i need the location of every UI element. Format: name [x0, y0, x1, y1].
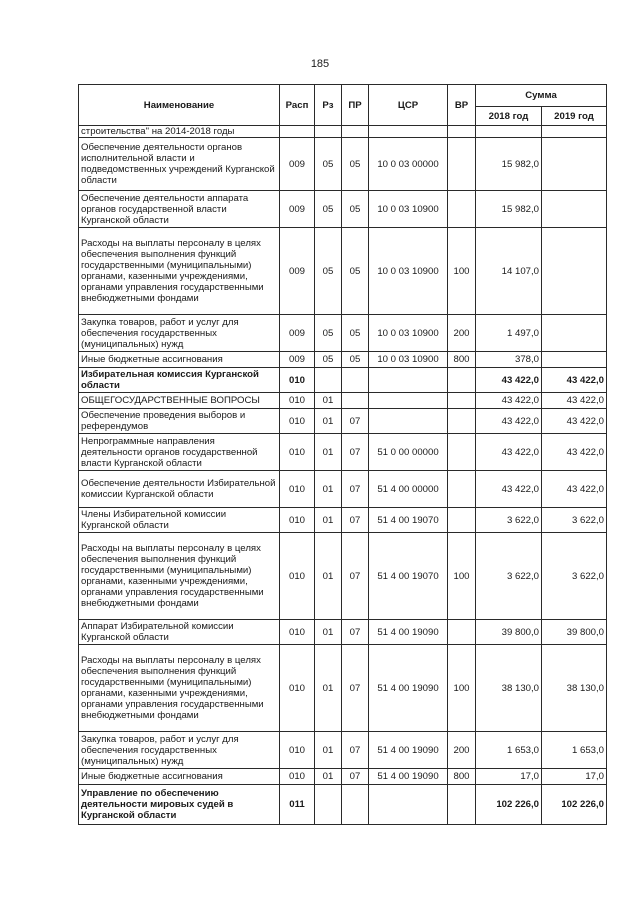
row-pr: 07	[342, 434, 369, 471]
table-row	[79, 533, 607, 620]
page-number: 185	[310, 58, 330, 70]
header-rz: Рз	[315, 85, 342, 126]
row-pr	[342, 785, 369, 825]
row-sum-2018: 378,0	[476, 352, 542, 368]
row-sum-2019: 1 653,0	[542, 732, 607, 769]
header-pr: ПР	[342, 85, 369, 126]
row-rasp: 010	[280, 368, 315, 393]
row-sum-2019	[542, 126, 607, 138]
row-csr: 51 4 00 19090	[369, 645, 448, 732]
row-name: Аппарат Избирательной комиссии Курганской области	[79, 620, 280, 645]
row-csr: 10 0 03 00000	[369, 138, 448, 191]
row-sum-2019	[542, 228, 607, 315]
row-rasp: 009	[280, 228, 315, 315]
row-sum-2018: 43 422,0	[476, 471, 542, 508]
row-csr: 10 0 03 10900	[369, 228, 448, 315]
row-name: Обеспечение деятельности органов исполнительной власти и подведомственных учреждений Курганской области	[79, 138, 280, 191]
table-row	[79, 471, 607, 508]
row-name: Обеспечение деятельности Избирательной комиссии Курганской области	[79, 471, 280, 508]
row-vr: 200	[448, 732, 476, 769]
row-pr: 07	[342, 769, 369, 785]
row-rasp: 011	[280, 785, 315, 825]
row-name: Избирательная комиссия Курганской области	[79, 368, 280, 393]
row-rasp: 009	[280, 191, 315, 228]
row-vr: 200	[448, 315, 476, 352]
row-name: Иные бюджетные ассигнования	[79, 352, 280, 368]
row-sum-2018: 38 130,0	[476, 645, 542, 732]
row-rz: 01	[315, 645, 342, 732]
row-sum-2018: 15 982,0	[476, 191, 542, 228]
row-name: Обеспечение деятельности аппарата органов государственной власти Курганской области	[79, 191, 280, 228]
row-name: Закупка товаров, работ и услуг для обеспечения государственных (муниципальных) нужд	[79, 315, 280, 352]
row-csr: 51 0 00 00000	[369, 434, 448, 471]
table-row	[79, 785, 607, 825]
row-name: Закупка товаров, работ и услуг для обеспечения государственных (муниципальных) нужд	[79, 732, 280, 769]
row-csr	[369, 409, 448, 434]
row-sum-2018: 17,0	[476, 769, 542, 785]
row-csr: 51 4 00 19070	[369, 533, 448, 620]
budget-table	[78, 84, 607, 825]
row-sum-2019: 102 226,0	[542, 785, 607, 825]
row-pr: 07	[342, 620, 369, 645]
row-rz: 01	[315, 434, 342, 471]
row-vr	[448, 191, 476, 228]
row-vr: 100	[448, 533, 476, 620]
row-sum-2018	[476, 126, 542, 138]
row-rasp: 010	[280, 471, 315, 508]
row-rasp: 009	[280, 352, 315, 368]
row-rz: 01	[315, 393, 342, 409]
table-row	[79, 434, 607, 471]
row-csr: 10 0 03 10900	[369, 315, 448, 352]
row-sum-2019	[542, 191, 607, 228]
row-vr	[448, 620, 476, 645]
row-rz: 05	[315, 352, 342, 368]
row-rz: 01	[315, 508, 342, 533]
table-body	[79, 126, 607, 825]
row-rasp	[280, 126, 315, 138]
row-sum-2019: 17,0	[542, 769, 607, 785]
row-pr: 07	[342, 409, 369, 434]
table-row	[79, 228, 607, 315]
header-name: Наименование	[79, 85, 280, 126]
row-sum-2019: 3 622,0	[542, 533, 607, 620]
table-row	[79, 620, 607, 645]
row-sum-2018: 43 422,0	[476, 368, 542, 393]
row-csr: 51 4 00 00000	[369, 471, 448, 508]
row-sum-2019: 39 800,0	[542, 620, 607, 645]
row-pr: 05	[342, 138, 369, 191]
row-pr: 05	[342, 315, 369, 352]
table-row	[79, 368, 607, 393]
row-sum-2018: 39 800,0	[476, 620, 542, 645]
row-sum-2018: 1 497,0	[476, 315, 542, 352]
table-row	[79, 191, 607, 228]
header-rasp: Расп	[280, 85, 315, 126]
table-row	[79, 732, 607, 769]
row-name: Расходы на выплаты персоналу в целях обеспечения выполнения функций государственными (муниципальными) органами, казенными учреждениями, органами управления государственными внебюджетными фондами	[79, 645, 280, 732]
header-vr: ВР	[448, 85, 476, 126]
row-vr	[448, 126, 476, 138]
row-csr	[369, 393, 448, 409]
row-vr: 800	[448, 352, 476, 368]
table-row	[79, 508, 607, 533]
row-vr: 800	[448, 769, 476, 785]
header-year-2018: 2018 год	[476, 107, 542, 126]
row-sum-2019	[542, 352, 607, 368]
table-row	[79, 315, 607, 352]
table-row	[79, 138, 607, 191]
row-pr: 07	[342, 645, 369, 732]
row-name: ОБЩЕГОСУДАРСТВЕННЫЕ ВОПРОСЫ	[79, 393, 280, 409]
row-rz: 05	[315, 138, 342, 191]
row-name: Управление по обеспечению деятельности мировых судей в Курганской области	[79, 785, 280, 825]
header-sum: Сумма	[476, 85, 607, 107]
row-sum-2018: 1 653,0	[476, 732, 542, 769]
row-sum-2019: 3 622,0	[542, 508, 607, 533]
row-rz	[315, 126, 342, 138]
row-vr: 100	[448, 645, 476, 732]
row-rasp: 009	[280, 138, 315, 191]
row-vr	[448, 434, 476, 471]
row-rasp: 010	[280, 732, 315, 769]
row-pr: 05	[342, 352, 369, 368]
table-row	[79, 409, 607, 434]
row-vr: 100	[448, 228, 476, 315]
row-csr	[369, 368, 448, 393]
row-name: Иные бюджетные ассигнования	[79, 769, 280, 785]
row-sum-2018: 3 622,0	[476, 508, 542, 533]
row-name: Обеспечение проведения выборов и референдумов	[79, 409, 280, 434]
row-rasp: 010	[280, 409, 315, 434]
row-name: Члены Избирательной комиссии Курганской области	[79, 508, 280, 533]
row-sum-2018: 15 982,0	[476, 138, 542, 191]
row-csr: 10 0 03 10900	[369, 352, 448, 368]
row-name: Расходы на выплаты персоналу в целях обеспечения выполнения функций государственными (муниципальными) органами, казенными учреждениями, органами управления государственными внебюджетными фондами	[79, 533, 280, 620]
row-sum-2018: 14 107,0	[476, 228, 542, 315]
row-rz: 01	[315, 471, 342, 508]
row-pr	[342, 126, 369, 138]
row-pr: 07	[342, 471, 369, 508]
row-rz: 01	[315, 769, 342, 785]
table-row	[79, 393, 607, 409]
row-pr	[342, 393, 369, 409]
row-csr	[369, 126, 448, 138]
header-csr: ЦСР	[369, 85, 448, 126]
row-vr	[448, 393, 476, 409]
row-vr	[448, 785, 476, 825]
row-name: строительства" на 2014-2018 годы	[79, 126, 280, 138]
row-rz	[315, 368, 342, 393]
table-header	[79, 85, 607, 126]
row-pr: 05	[342, 228, 369, 315]
row-vr	[448, 409, 476, 434]
row-rasp: 010	[280, 769, 315, 785]
row-pr: 07	[342, 508, 369, 533]
row-rz: 05	[315, 315, 342, 352]
row-vr	[448, 471, 476, 508]
row-rasp: 010	[280, 434, 315, 471]
row-sum-2019: 38 130,0	[542, 645, 607, 732]
row-name: Расходы на выплаты персоналу в целях обеспечения выполнения функций государственными (муниципальными) органами, казенными учреждениями, органами управления государственными внебюджетными фондами	[79, 228, 280, 315]
row-sum-2019	[542, 138, 607, 191]
row-rz: 01	[315, 533, 342, 620]
table-row	[79, 769, 607, 785]
table-row	[79, 126, 607, 138]
row-csr: 51 4 00 19090	[369, 620, 448, 645]
row-csr	[369, 785, 448, 825]
row-sum-2019: 43 422,0	[542, 368, 607, 393]
row-rz	[315, 785, 342, 825]
row-sum-2019: 43 422,0	[542, 434, 607, 471]
row-rz: 05	[315, 191, 342, 228]
row-rasp: 010	[280, 620, 315, 645]
row-sum-2018: 102 226,0	[476, 785, 542, 825]
row-rz: 01	[315, 409, 342, 434]
row-rz: 01	[315, 732, 342, 769]
row-rasp: 009	[280, 315, 315, 352]
row-csr: 10 0 03 10900	[369, 191, 448, 228]
row-sum-2019: 43 422,0	[542, 409, 607, 434]
row-csr: 51 4 00 19090	[369, 769, 448, 785]
row-sum-2018: 43 422,0	[476, 393, 542, 409]
row-csr: 51 4 00 19070	[369, 508, 448, 533]
row-sum-2018: 3 622,0	[476, 533, 542, 620]
row-pr: 07	[342, 732, 369, 769]
row-rasp: 010	[280, 645, 315, 732]
row-vr	[448, 368, 476, 393]
row-csr: 51 4 00 19090	[369, 732, 448, 769]
header-year-2019: 2019 год	[542, 107, 607, 126]
table-row	[79, 352, 607, 368]
row-name: Непрограммные направления деятельности органов государственной власти Курганской области	[79, 434, 280, 471]
row-rz: 05	[315, 228, 342, 315]
row-sum-2019: 43 422,0	[542, 471, 607, 508]
row-pr	[342, 368, 369, 393]
row-vr	[448, 508, 476, 533]
row-pr: 05	[342, 191, 369, 228]
row-sum-2018: 43 422,0	[476, 434, 542, 471]
row-pr: 07	[342, 533, 369, 620]
row-rasp: 010	[280, 393, 315, 409]
row-sum-2018: 43 422,0	[476, 409, 542, 434]
row-sum-2019: 43 422,0	[542, 393, 607, 409]
table-row	[79, 645, 607, 732]
row-rasp: 010	[280, 508, 315, 533]
row-rz: 01	[315, 620, 342, 645]
row-vr	[448, 138, 476, 191]
row-rasp: 010	[280, 533, 315, 620]
row-sum-2019	[542, 315, 607, 352]
